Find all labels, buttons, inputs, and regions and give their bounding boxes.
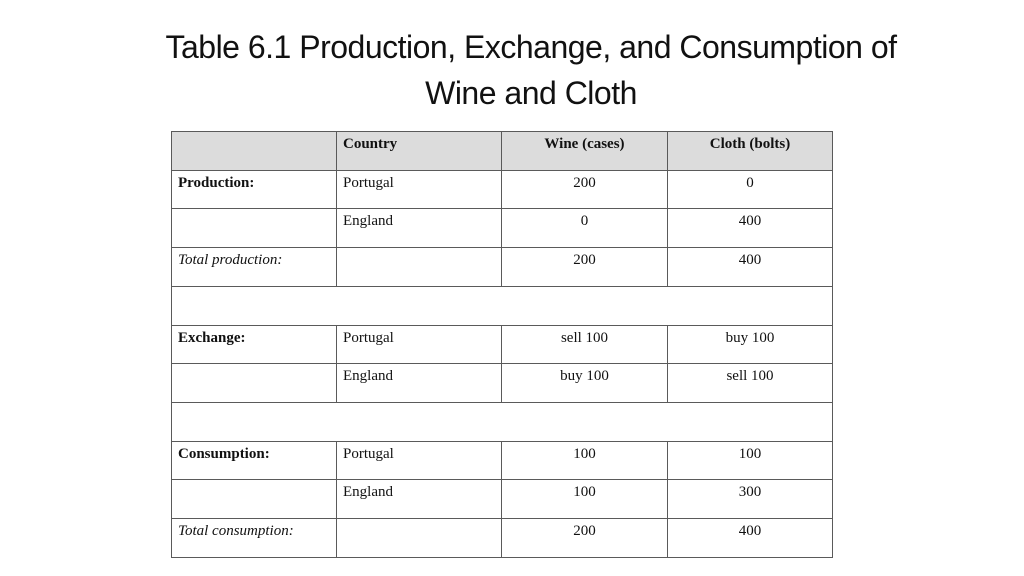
table-row	[172, 170, 833, 209]
header-cell-cloth: Cloth (bolts)	[668, 132, 833, 171]
total-consumption-label: Total consumption:	[172, 519, 337, 558]
spacer-row	[172, 286, 833, 325]
empty-label-cell	[172, 480, 337, 519]
total-production-label: Total production:	[172, 248, 337, 287]
wine-cell: 200	[502, 519, 668, 558]
wine-cell: 200	[502, 170, 668, 209]
table-row	[172, 209, 833, 248]
country-cell: Portugal	[337, 170, 502, 209]
cloth-cell: 300	[668, 480, 833, 519]
header-cell-wine: Wine (cases)	[502, 132, 668, 171]
cloth-cell: sell 100	[668, 364, 833, 403]
section-label-exchange: Exchange:	[172, 325, 337, 364]
cloth-cell: 100	[668, 441, 833, 480]
data-table-container	[171, 131, 832, 558]
spacer-cell	[172, 286, 833, 325]
table-row	[172, 325, 833, 364]
cloth-cell: 400	[668, 519, 833, 558]
wine-cell: buy 100	[502, 364, 668, 403]
wine-cell: 0	[502, 209, 668, 248]
empty-country-cell	[337, 519, 502, 558]
country-cell: England	[337, 480, 502, 519]
spacer-row	[172, 403, 833, 442]
empty-country-cell	[337, 248, 502, 287]
header-cell-label	[172, 132, 337, 171]
wine-cell: 100	[502, 441, 668, 480]
data-table	[171, 131, 833, 558]
section-label-production: Production:	[172, 170, 337, 209]
empty-label-cell	[172, 209, 337, 248]
section-label-consumption: Consumption:	[172, 441, 337, 480]
wine-cell: 200	[502, 248, 668, 287]
header-cell-country: Country	[337, 132, 502, 171]
table-header-row	[172, 132, 833, 171]
table-row-total-production	[172, 248, 833, 287]
cloth-cell: 400	[668, 209, 833, 248]
table-row	[172, 441, 833, 480]
title-line-2: Wine and Cloth	[425, 75, 637, 111]
empty-label-cell	[172, 364, 337, 403]
table-row-total-consumption	[172, 519, 833, 558]
country-cell: England	[337, 209, 502, 248]
country-cell: Portugal	[337, 441, 502, 480]
wine-cell: sell 100	[502, 325, 668, 364]
cloth-cell: buy 100	[668, 325, 833, 364]
country-cell: England	[337, 364, 502, 403]
title-line-1: Table 6.1 Production, Exchange, and Consumption of	[165, 29, 897, 65]
spacer-cell	[172, 403, 833, 442]
table-row	[172, 364, 833, 403]
cloth-cell: 0	[668, 170, 833, 209]
table-row	[172, 480, 833, 519]
cloth-cell: 400	[668, 248, 833, 287]
country-cell: Portugal	[337, 325, 502, 364]
wine-cell: 100	[502, 480, 668, 519]
page-title	[0, 24, 1024, 116]
